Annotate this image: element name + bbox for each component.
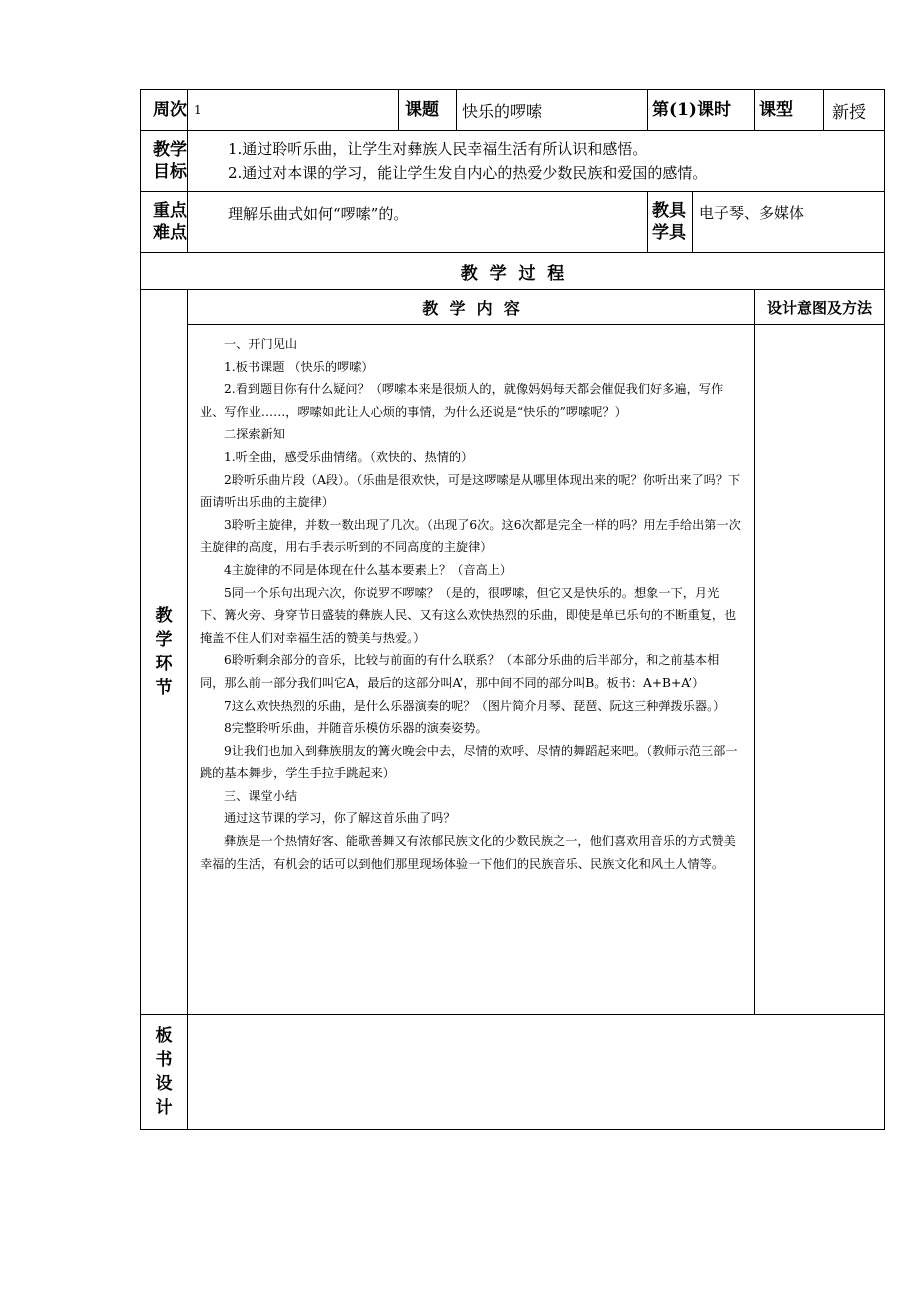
- content-line: 9让我们也加入到彝族朋友的篝火晚会中去，尽情的欢呼、尽情的舞蹈起来吧。（教师示范三部一跳的基本舞步，学生手拉手跳起来）: [200, 743, 738, 781]
- tools-value: 电子琴、多媒体: [693, 192, 885, 253]
- content-line: 4主旋律的不同是体现在什么基本要素上？（音高上）: [224, 562, 513, 577]
- board-design-content: [188, 1015, 885, 1130]
- tools-label: [648, 192, 693, 253]
- intent-header: 设计意图及方法: [755, 290, 885, 325]
- board-side-label: 板 书 设 计: [141, 1015, 188, 1130]
- goals-label-line1: 教学: [153, 140, 187, 160]
- topic-label: 课题: [399, 90, 457, 131]
- goal-item-1: 1.通过聆听乐曲，让学生对彝族人民幸福生活有所认识和感悟。: [228, 140, 648, 158]
- key-points-label-line2: 难点: [153, 223, 187, 243]
- section-side-label: 教 学 环 节: [141, 290, 188, 1015]
- intent-content: [755, 325, 885, 1015]
- lesson-plan-table: [140, 89, 885, 1130]
- teaching-content: [188, 325, 755, 1015]
- week-value: 1: [188, 90, 399, 131]
- content-header: 教 学 内 容: [188, 290, 755, 325]
- content-line: 二探索新知: [224, 427, 285, 442]
- key-points-label-line1: 重点: [153, 201, 187, 221]
- content-line: 彝族是一个热情好客、能歌善舞又有浓郁民族文化的少数民族之一，他们喜欢用音乐的方式赞美幸福的生活，有机会的话可以到他们那里现场体验一下他们的民族音乐、民族文化和风土人情等。: [200, 834, 736, 871]
- content-line: 一、开门见山: [224, 337, 298, 351]
- key-points-label: [141, 192, 188, 253]
- period-label: 第(1)课时: [648, 90, 755, 131]
- type-label: 课型: [755, 90, 824, 131]
- content-line: 3聆听主旋律，并数一数出现了几次。（出现了6次。这6次都是完全一样的吗？用左手给出第一次主旋律的高度，用右手表示听到的不同高度的主旋律）: [200, 517, 741, 555]
- content-line: 1.听全曲，感受乐曲情绪。（欢快的、热情的）: [224, 449, 474, 464]
- topic-value: 快乐的啰嗦: [457, 90, 648, 131]
- content-line: 5同一个乐句出现六次，你说罗不啰嗦？（是的，很啰嗦，但它又是快乐的。想象一下，月光下、篝火旁、身穿节日盛装的彝族人民、又有这么欢快热烈的乐曲，即使是单已乐句的不断重复，也掩盖不住人们对幸福生活的赞美与热爱。）: [200, 585, 737, 645]
- goals-label: [141, 131, 188, 192]
- type-value: 新授: [824, 90, 885, 131]
- week-label: 周次: [141, 90, 188, 131]
- content-line: 通过这节课的学习，你了解这首乐曲了吗？: [224, 811, 456, 826]
- content-line: 6聆听剩余部分的音乐，比较与前面的有什么联系？（本部分乐曲的后半部分，和之前基本相同，那么前一部分我们叫它A，最后的这部分叫A’，那中间不同的部分叫B。板书：A+B+A’）: [200, 653, 720, 690]
- tools-label-line1: 教具: [652, 201, 687, 221]
- content-line: 7这么欢快热烈的乐曲，是什么乐器演奏的呢？（图片简介月琴、琵琶、阮这三种弹拨乐器。）: [224, 698, 726, 713]
- goal-item-2: 2.通过对本课的学习，能让学生发自内心的热爱少数民族和爱国的感情。: [228, 164, 708, 182]
- goals-label-line2: 目标: [153, 162, 187, 182]
- content-line: 1.板书课题 （快乐的啰嗦）: [224, 359, 374, 374]
- process-title: 教 学 过 程: [141, 253, 885, 290]
- goals-content: [188, 131, 885, 192]
- key-points-value: 理解乐曲式如何“啰嗦”的。: [188, 192, 648, 253]
- tools-label-line2: 学具: [652, 223, 687, 243]
- content-line: 三、课堂小结: [224, 788, 298, 803]
- content-line: 8完整聆听乐曲，并随音乐模仿乐器的演奏姿势。: [224, 721, 488, 736]
- content-line: 2.看到题目你有什么疑问？（啰嗦本来是很烦人的，就像妈妈每天都会催促我们好多遍，写作业、写作业……，啰嗦如此让人心烦的事情，为什么还说是“快乐的”啰嗦呢？）: [200, 382, 724, 419]
- content-line: 2聆听乐曲片段（A段）。（乐曲是很欢快，可是这啰嗦是从哪里体现出来的呢？你听出来了吗？下面请听出乐曲的主旋律）: [200, 472, 741, 510]
